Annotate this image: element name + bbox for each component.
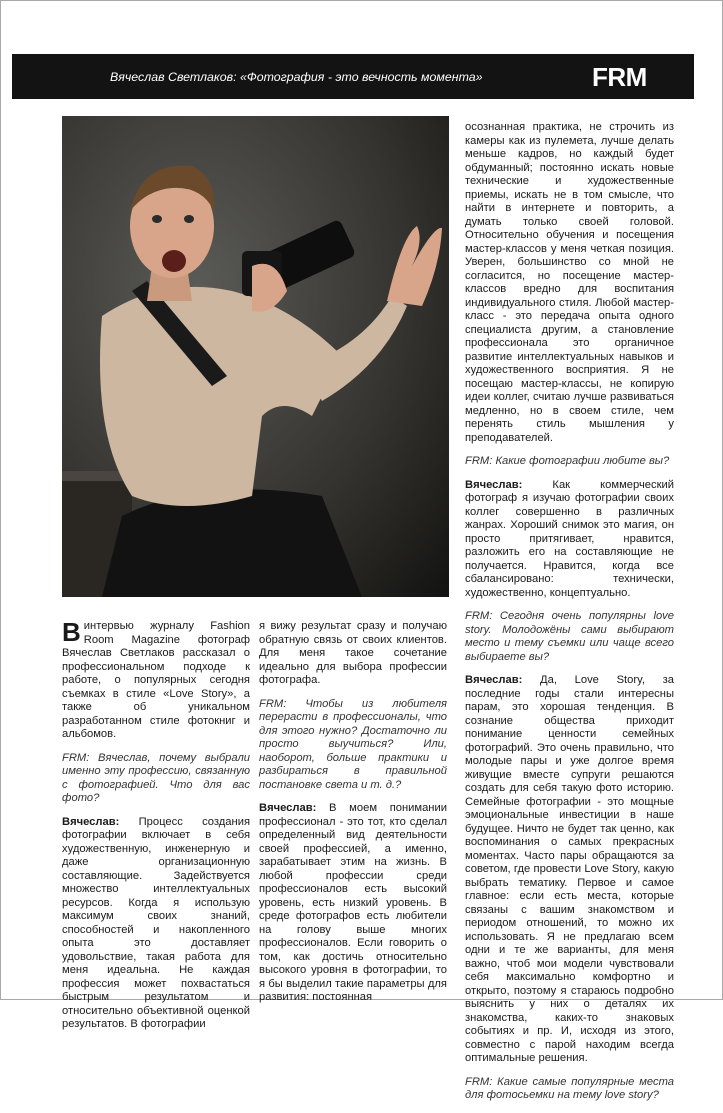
interview-question: FRM: Вячеслав, почему выбрали именно эту профессию, связанную с фотографией. Что для вас фото? [62, 751, 250, 804]
article-column-1 [62, 617, 250, 1042]
interview-question: FRM: Сегодня очень популярны love story. Молодожёны сами выбирают место и тему съемки или чаще всего выбираете вы? [465, 610, 674, 663]
photographer-photo [62, 116, 449, 597]
answer-continuation: осознанная практика, не строчить из камеры как из пулемета, лучше делать меньше кадров, но каждый будет обдуманный; постоянно искать новые технические и художественные приемы, искать не в том смысле, что найти в интернете и повторить, а думать только своей головой. Относительно обучения и посещения мастер-классов у меня четкая позиция. Уверен, большинство со мной не согласится, но посещение мастер-классов вредно для воспитания индивидуального стиля. Любой мастер-класс - это передача опыта одного специалиста другим, а становление профессионала это органичное развитие интеллектуальных навыков и художественного восприятия. Я не посещаю мастер-классы, не копирую идеи коллег, считаю лучше развиваться медленно, но в своем стиле, чем перенять стиль мышления у преподавателей. [465, 121, 674, 444]
magazine-logo: FRM [592, 62, 647, 92]
interview-question: FRM: Чтобы из любителя перерасти в профессионалы, что для этого нужно? Достаточно ли просто выучиться? Или, наоборот, больше практики и разбираться в правильной постановке света и т. д.? [259, 697, 447, 791]
interview-answer [465, 674, 674, 1066]
header-bar [12, 54, 694, 99]
interview-answer [62, 816, 250, 1032]
drop-cap: В [62, 617, 81, 647]
article-title: Вячеслав Светлаков: «Фотография - это вечность момента» [110, 70, 483, 84]
speaker-label: Вячеслав: [465, 478, 523, 491]
answer-text: Да, Love Story, за последние годы стали интересны парам, это хорошая тенденция. В сознание общества приходит понимание ценности семейных фотографий. Это очень правильно, что молодые пары и уже долгое время живущие вместе супруги решаются создать для себя такую фото историю. Семейные фотографии - это мощные эмоциональные инвестиции в наше будущее. Ничто не будет так ценно, как воспоминания о самых прекрасных моментах. Часто пары обращаются за советом, где провести Love Story, какую выбрать тематику. Первое и самое главное: если есть места, которые связаны с вашим знакомством и периодом отношений, то можно их использовать. Я не предлагаю всем одни и те же варианты, для меня важно, чтоб мои модели чувствовали себя максимально комфортно и открыто, поэтому я стараюсь подробно выяснить у них о деталях их знакомства, каких-то знаковых событиях и пр. И, исходя из этого, совместно с парой находим всегда оптимальные решения. [465, 674, 674, 1064]
interview-answer [465, 479, 674, 601]
answer-continuation: я вижу результат сразу и получаю обратную связь от своих клиентов. Для меня такое сочетание идеально для выбора профессии фотографа. [259, 620, 447, 686]
article-column-2 [259, 620, 447, 1015]
interview-answer [259, 802, 447, 1005]
article-column-3 [465, 121, 674, 1113]
interview-question: FRM: Какие самые популярные места для фотосьемки на тему love story? [465, 1075, 674, 1101]
speaker-label: Вячеслав: [465, 674, 523, 686]
answer-text: В моем понимании профессионал - это тот, кто сделал определенный вид деятельности своей профессией, а именно, зарабатывает этим на жизнь. В любой профессии среди профессионалов есть высокий уровень, есть низкий уровень. В среде фотографов есть любители на голову выше многих профессионалов. Если говорить о том, как достичь относительно высокого уровня в фотографии, то я бы выделил такие параметры для развития: постоянная [259, 802, 447, 1003]
answer-text: Как коммерческий фотограф я изучаю фотографии своих коллег совершенно в различных жанрах. Хороший снимок это магия, он просто притягивает, нравится, разложить его на составляющие не получается. Нравится, когда все сбалансировано: технически, художественно, концептуально. [465, 478, 674, 599]
article-intro [62, 617, 250, 742]
speaker-label: Вячеслав: [259, 802, 317, 814]
answer-text: Процесс создания фотографии включает в себя художественную, инженерную и даже организационную составляющие. Задействуется множество интеллектуальных ресурсов. Когда я использую максимум своих знаний, способностей и накопленного опыта это доставляет удовольствие, такая работа для меня идеальна. Не каждая профессия может похвастаться быстрым результатом и относительно объективной оценкой результатов. В фотографии [62, 815, 250, 1030]
intro-text: интервью журналу Fashion Room Magazine фотограф Вячеслав Светлаков рассказал о профессиональном подходе к работе, о популярных сегодня съемках в стиле «Love Story», а также об уникальном разработанном стиле фотокниг и альбомов. [62, 620, 250, 740]
speaker-label: Вячеслав: [62, 815, 120, 828]
interview-question: FRM: Какие фотографии любите вы? [465, 455, 670, 467]
